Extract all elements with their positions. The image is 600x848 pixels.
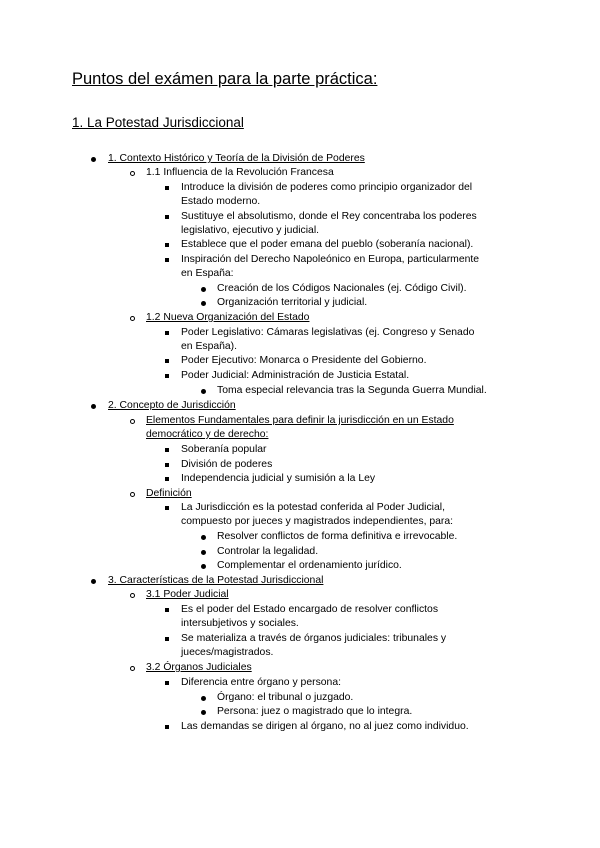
bullet-icon [201,535,206,540]
list-item: División de poderes [181,459,273,470]
bullet-square-icon [165,331,169,335]
bullet-circle-icon [130,316,135,321]
list-item: Órgano: el tribunal o juzgado. [217,692,354,703]
list-subheading: 3.1 Poder Judicial [146,589,229,600]
list-item: Poder Judicial: Administración de Justicia Estatal. [181,370,410,381]
bullet-icon [201,564,206,569]
list-item: Se materializa a través de órganos judiciales: tribunales y [181,633,447,644]
list-item: Persona: juez o magistrado que lo integra. [217,706,413,717]
bullet-square-icon [165,608,169,612]
list-item-cont: compuesto por jueces y magistrados independientes, para: [181,516,454,527]
bullet-icon [91,157,96,162]
bullet-icon [91,579,96,584]
bullet-square-icon [165,506,169,510]
bullet-icon [201,301,206,306]
bullet-square-icon [165,186,169,190]
bullet-circle-icon [130,492,135,497]
list-item-cont: en España). [181,341,238,352]
list-item-cont: Estado moderno. [181,196,261,207]
bullet-square-icon [165,215,169,219]
list-item: Resolver conflictos de forma definitiva e irrevocable. [217,531,458,542]
bullet-icon [201,550,206,555]
list-item: La Jurisdicción es la potestad conferida al Poder Judicial, [181,502,445,513]
list-subheading: Elementos Fundamentales para definir la jurisdicción en un Estado [146,415,454,426]
list-item: Establece que el poder emana del pueblo (soberanía nacional). [181,239,474,250]
list-item: Complementar el ordenamiento jurídico. [217,560,402,571]
list-item: Diferencia entre órgano y persona: [181,677,341,688]
list-item: Es el poder del Estado encargado de resolver conflictos [181,604,439,615]
list-subheading: Definición [146,488,192,499]
list-item-cont: en España: [181,268,234,279]
list-subheading: 1.1 Influencia de la Revolución Francesa [146,167,334,178]
list-item-cont: intersubjetivos y sociales. [181,618,299,629]
bullet-square-icon [165,681,169,685]
bullet-icon [201,710,206,715]
list-item: Organización territorial y judicial. [217,297,368,308]
bullet-square-icon [165,637,169,641]
bullet-square-icon [165,448,169,452]
bullet-icon [201,389,206,394]
bullet-circle-icon [130,593,135,598]
list-item: Soberanía popular [181,444,267,455]
bullet-square-icon [165,243,169,247]
list-heading: 3. Características de la Potestad Jurisdiccional [108,575,324,586]
list-heading: 1. Contexto Histórico y Teoría de la División de Poderes [108,153,365,164]
list-item-cont: jueces/magistrados. [181,647,274,658]
list-item: Poder Ejecutivo: Monarca o Presidente del Gobierno. [181,355,427,366]
list-subheading: 1.2 Nueva Organización del Estado [146,312,310,323]
bullet-square-icon [165,725,169,729]
list-item: Creación de los Códigos Nacionales (ej. Código Civil). [217,283,467,294]
list-heading: 2. Concepto de Jurisdicción [108,400,236,411]
bullet-square-icon [165,359,169,363]
bullet-circle-icon [130,666,135,671]
list-subheading: 3.2 Órganos Judiciales [146,662,252,673]
bullet-circle-icon [130,171,135,176]
list-item: Las demandas se dirigen al órgano, no al juez como individuo. [181,721,469,732]
bullet-icon [201,696,206,701]
page-title: Puntos del exámen para la parte práctica: [72,70,378,88]
bullet-circle-icon [130,419,135,424]
bullet-square-icon [165,477,169,481]
list-item: Independencia judicial y sumisión a la Ley [181,473,376,484]
list-item: Inspiración del Derecho Napoleónico en Europa, particularmente [181,254,480,265]
list-item: Controlar la legalidad. [217,546,319,557]
list-subheading-cont: democrático y de derecho: [146,429,269,440]
list-item: Toma especial relevancia tras la Segunda Guerra Mundial. [217,385,487,396]
bullet-square-icon [165,374,169,378]
bullet-square-icon [165,463,169,467]
list-item: Introduce la división de poderes como principio organizador del [181,182,473,193]
list-item: Poder Legislativo: Cámaras legislativas (ej. Congreso y Senado [181,327,475,338]
bullet-icon [91,404,96,409]
bullet-square-icon [165,258,169,262]
section-heading: 1. La Potestad Jurisdiccional [72,115,244,130]
list-item-cont: legislativo, ejecutivo y judicial. [181,225,320,236]
bullet-icon [201,287,206,292]
list-item: Sustituye el absolutismo, donde el Rey concentraba los poderes [181,211,477,222]
